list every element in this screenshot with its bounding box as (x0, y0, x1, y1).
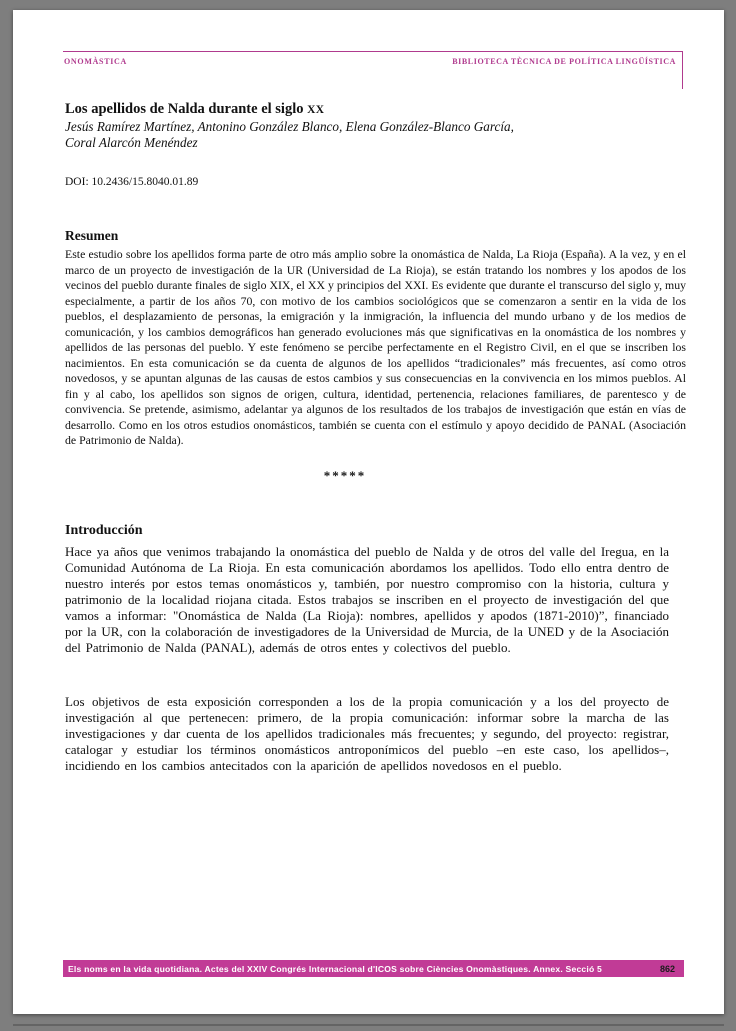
article-title-text: Los apellidos de Nalda durante el siglo (65, 101, 308, 117)
running-header-right: BIBLIOTECA TÈCNICA DE POLÍTICA LINGÜÍSTICA (452, 57, 676, 66)
footer-bar (63, 960, 684, 977)
footer-page-number: 862 (659, 963, 675, 974)
authors-line-2: Coral Alarcón Menéndez (65, 135, 198, 150)
running-header-left: ONOMÀSTICA (64, 57, 128, 66)
doi-line: DOI: 10.2436/15.8040.01.89 (65, 176, 199, 188)
next-page-divider (13, 1024, 724, 1026)
introduccion-heading: Introducción (65, 523, 143, 538)
resumen-heading: Resumen (65, 228, 119, 243)
document-page (13, 10, 724, 1014)
introduccion-paragraph-1: Hace ya años que venimos trabajando la onomástica del pueblo de Nalda y de otros del valle del Iregua, en la Comunidad Autónoma de La Rioja. En esta comunicación abordamos los apellidos. Todo ello entra dentro de nuestro interés por estos temas onomásticos y, también, por nuestro compromiso con la historia, cultura y patrimonio de la localidad riojana citada. Estos trabajos se inscriben en el proyecto de investigación del que vamos a informar: "Onomástica de Nalda (La Rioja): nombres, apellidos y apodos (1871-2010)”, financiado por la UR, con la colaboración de investigadores de la Universidad de Murcia, de la UNED y de la Asociación del Patrimonio de Nalda (PANAL), además de otros entes y colectivos del pueblo. (65, 544, 669, 655)
section-separator-asterisks: ***** (323, 468, 367, 483)
header-vertical-rule (682, 51, 683, 89)
authors-line (65, 119, 685, 151)
article-title-century-numeral: XX (307, 104, 325, 116)
footer-citation-text: Els noms en la vida quotidiana. Actes del XXIV Congrés Internacional d'ICOS sobre Ciències Onomàstiques. Annex. Secció 5 (68, 963, 603, 974)
resumen-paragraph: Este estudio sobre los apellidos forma parte de otro más amplio sobre la onomástica de Nalda, La Rioja (España). A la vez, y en el marco de un proyecto de investigación de la UR (Universidad de La Rioja), se están tratando los nombres y los apodos de los vecinos del pueblo durante finales de siglo XIX, el XX y principios del XXI. Es evidente que durante el transcurso del siglo y, muy especialmente, a partir de los años 70, con motivo de los cambios sociológicos que se comenzaron a sentir en la vida de los pueblos, el desplazamiento de personas, la emigración y la inmigración, la influencia del mundo urbano y de los medios de comunicación, y los cambios demográficos han generado evoluciones más que significativas en la onomástica de los nombres y apellidos de las personas del pueblo. Y este fenómeno se percibe perfectamente en el Registro Civil, en el que se inscriben los nacimientos. En esta comunicación se da cuenta de algunos de los apellidos “tradicionales” más frecuentes, así como otros novedosos, y se apuntan algunas de las causas de estos cambios y sus consecuencias en la convivencia en los mimos pueblos. Al fin y al cabo, los apellidos son signos de origen, cultura, identidad, pertenencia, relaciones familiares, de parentesco y de convivencia. Se pretende, asimismo, adelantar ya algunos de los resultados de los trabajos de investigación que están en vías de desarrollo. Como en los otros estudios onomásticos, también se cuenta con el estímulo y apoyo decidido de PANAL (Asociación de Patrimonio de Nalda). (65, 247, 686, 447)
introduccion-paragraph-2: Los objetivos de esta exposición corresponden a los de la propia comunicación y a los del proyecto de investigación al que pertenecen: primero, de la propia comunicación: informar sobre la marcha de las investigaciones y dar cuenta de los apellidos tradicionales más frecuentes; y segundo, del proyecto: registrar, catalogar y estudiar los términos onomásticos antroponímicos del pueblo –en este caso, los apellidos–, incidiendo en los cambios antecitados con la aparición de apellidos novedosos en el pueblo. (65, 694, 669, 773)
authors-line-1: Jesús Ramírez Martínez, Antonino González Blanco, Elena González-Blanco García, (65, 119, 514, 134)
article-title (65, 101, 685, 118)
header-horizontal-rule (63, 51, 683, 52)
